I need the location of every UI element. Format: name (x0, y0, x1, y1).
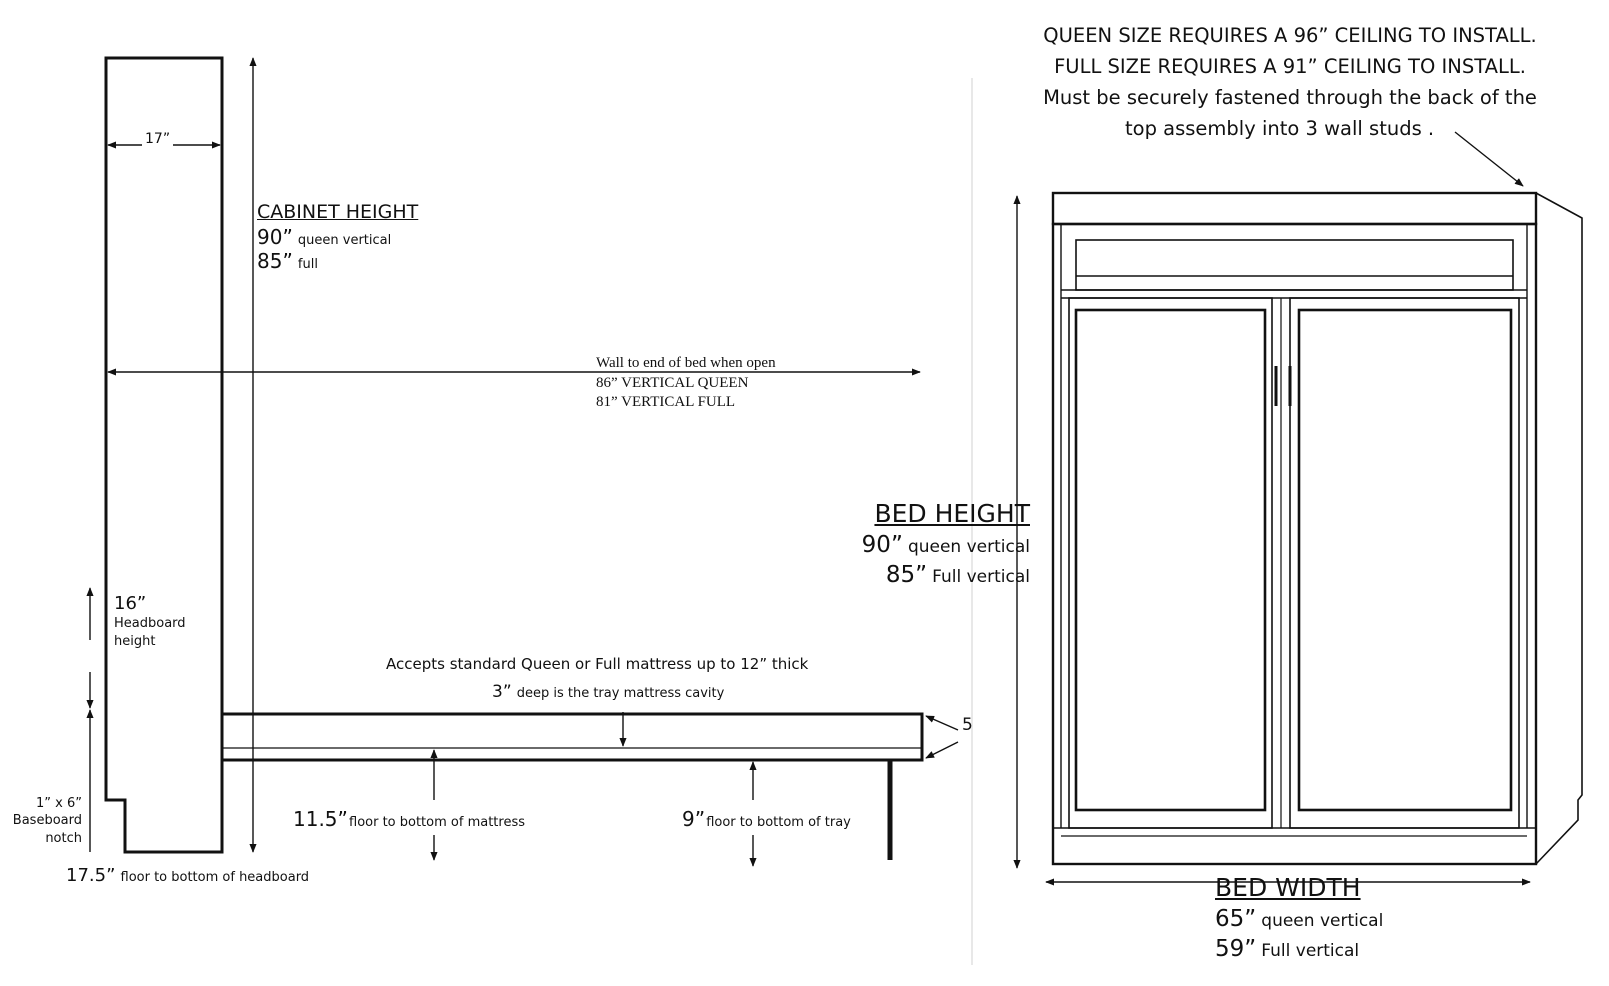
bed-height-full-value: 85” (885, 562, 928, 588)
door-handles (1276, 366, 1290, 406)
wall-stud-note-arrow (1455, 132, 1523, 186)
tray-floor-label (682, 808, 851, 831)
headboard-height-label-2: height (114, 634, 156, 649)
mattress-floor-value: 11.5” (293, 807, 348, 831)
tray-floor-note: floor to bottom of tray (706, 815, 851, 830)
tray-cavity-value: 3” (492, 682, 512, 702)
wall-to-end-title: Wall to end of bed when open (596, 355, 776, 371)
front-cabinet (1053, 193, 1582, 864)
install-note-fasten-2: top assembly into 3 wall studs . (1125, 117, 1435, 140)
thickness-leader-bottom (926, 742, 958, 758)
tray-floor-value: 9” (682, 807, 706, 831)
baseboard-notch-size: 1” x 6” (36, 796, 82, 811)
baseboard-notch-label-1: Baseboard (12, 813, 82, 828)
headboard-floor-value: 17.5” (66, 865, 116, 886)
cabinet-height-full-value: 85” (257, 249, 293, 273)
right-door (1290, 298, 1519, 828)
cabinet-height-title: CABINET HEIGHT (257, 201, 419, 223)
headboard-floor-label (66, 866, 309, 887)
bed-height-full (800, 562, 1030, 588)
tray-thickness-label: 5 (962, 715, 973, 735)
bed-height-queen (800, 532, 1030, 558)
headboard-floor-note: floor to bottom of headboard (120, 870, 310, 885)
install-note-fasten-1: Must be securely fastened through the back of the (1043, 86, 1537, 109)
cabinet-height-queen-note: queen vertical (297, 233, 392, 248)
bed-width-full-value: 59” (1215, 936, 1257, 962)
left-door (1069, 298, 1272, 828)
bed-height-full-note: Full vertical (932, 567, 1030, 587)
side-cabinet-profile (106, 58, 222, 852)
bed-width-full (1215, 936, 1359, 962)
mattress-floor-label (293, 808, 525, 831)
bed-height-queen-note: queen vertical (907, 537, 1030, 557)
bed-height-queen-value: 90” (861, 532, 903, 558)
cabinet-height-queen (257, 226, 391, 249)
mattress-capacity-note: Accepts standard Queen or Full mattress up to 12” thick (386, 655, 809, 673)
bed-width-queen-note: queen vertical (1261, 911, 1384, 931)
install-note-full: FULL SIZE REQUIRES A 91” CEILING TO INSTALL. (1054, 55, 1526, 78)
baseboard-notch-label-2: notch (45, 831, 82, 846)
bed-width-queen-value: 65” (1215, 906, 1257, 932)
bed-tray-profile (222, 714, 922, 760)
install-note-queen: QUEEN SIZE REQUIRES A 96” CEILING TO INSTALL. (1043, 24, 1537, 47)
cabinet-height-full-note: full (297, 257, 318, 272)
headboard-height-value: 16” (114, 593, 147, 614)
cabinet-height-full (257, 250, 318, 273)
bed-width-queen (1215, 906, 1383, 932)
mattress-floor-note: floor to bottom of mattress (349, 815, 525, 830)
thickness-leader-top (926, 716, 958, 730)
headboard-height-label-1: Headboard (114, 616, 186, 631)
tray-cavity-label (492, 683, 724, 703)
wall-to-end-queen: 86” VERTICAL QUEEN (596, 375, 749, 391)
cabinet-height-queen-value: 90” (257, 225, 293, 249)
cabinet-depth-label: 17” (142, 131, 173, 147)
bed-width-title: BED WIDTH (1215, 873, 1361, 902)
wall-to-end-full: 81” VERTICAL FULL (596, 394, 736, 410)
tray-cavity-note: deep is the tray mattress cavity (516, 686, 725, 701)
bed-width-full-note: Full vertical (1261, 941, 1360, 961)
bed-height-title: BED HEIGHT (874, 499, 1030, 528)
